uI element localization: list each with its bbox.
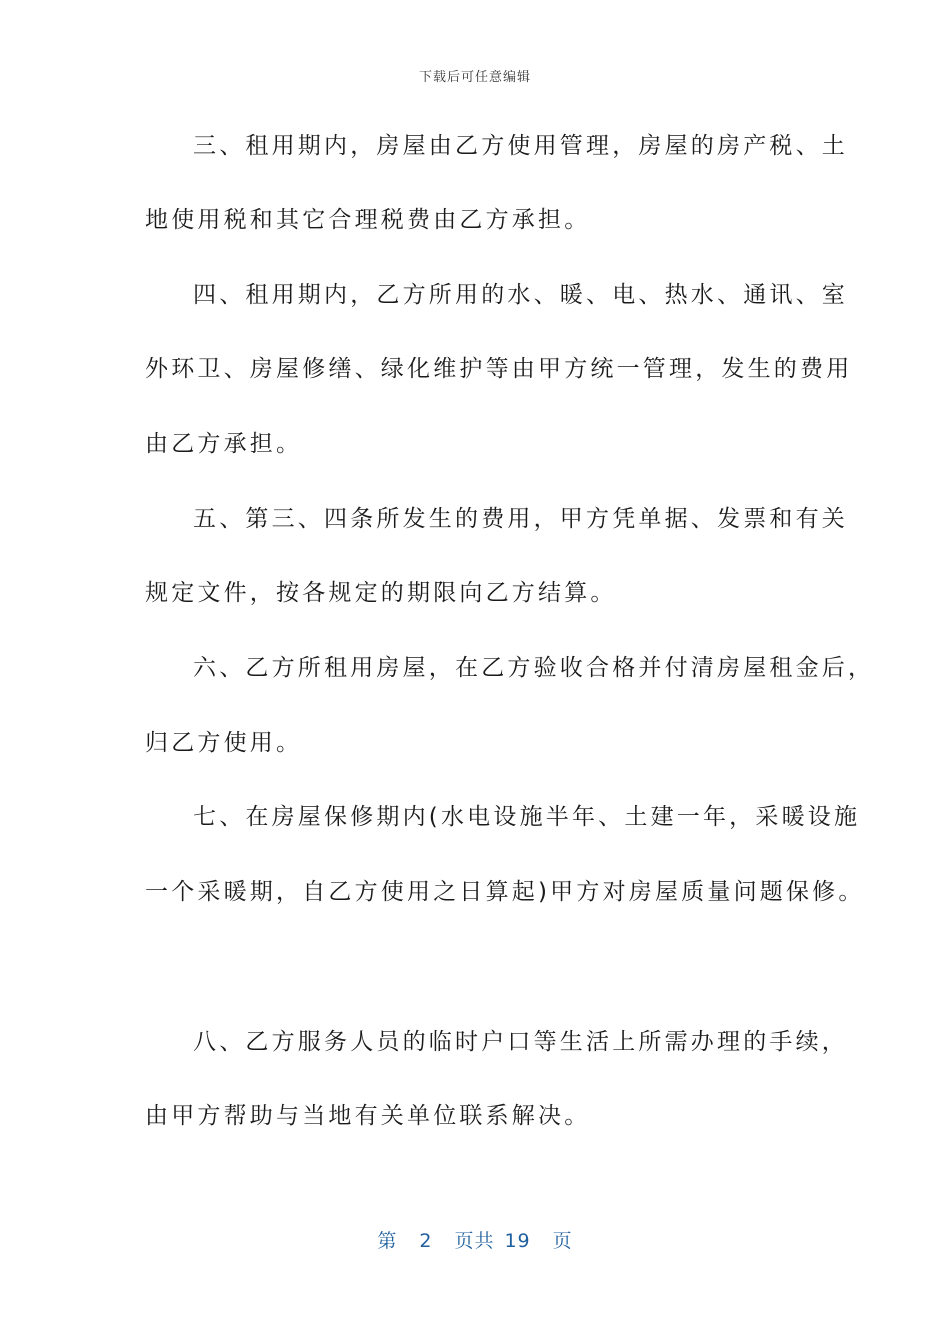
paragraph-6-line-2: 归乙方使用。 — [145, 730, 303, 756]
paragraph-5-line-1: 五、第三、四条所发生的费用，甲方凭单据、发票和有关 — [193, 506, 848, 532]
header-note: 下载后可任意编辑 — [418, 70, 531, 85]
paragraph-3-line-2: 地使用税和其它合理税费由乙方承担。 — [145, 207, 591, 233]
page-footer — [0, 1226, 950, 1253]
paragraph-4-line-3: 由乙方承担。 — [145, 431, 303, 457]
paragraph-8-line-1: 八、乙方服务人员的临时户口等生活上所需办理的手续， — [193, 1029, 848, 1055]
paragraph-4-line-1: 四、租用期内，乙方所用的水、暖、电、热水、通讯、室 — [193, 282, 848, 308]
paragraph-4-line-2: 外环卫、房屋修缮、绿化维护等由甲方统一管理，发生的费用 — [145, 356, 853, 382]
paragraph-7-line-1: 七、在房屋保修期内(水电设施半年、土建一年，采暖设施 — [193, 804, 861, 830]
footer-total-pages: 19 — [504, 1230, 531, 1252]
paragraph-3-line-1: 三、租用期内，房屋由乙方使用管理，房屋的房产税、土 — [193, 133, 848, 159]
paragraph-6-line-1: 六、乙方所租用房屋，在乙方验收合格并付清房屋租金后， — [193, 655, 875, 681]
footer-prefix: 第 — [377, 1230, 398, 1252]
paragraph-8-line-2: 由甲方帮助与当地有关单位联系解决。 — [145, 1103, 591, 1129]
footer-middle: 页共 — [454, 1230, 495, 1252]
footer-current-page: 2 — [419, 1230, 433, 1252]
paragraph-5-line-2: 规定文件，按各规定的期限向乙方结算。 — [145, 580, 617, 606]
paragraph-7-line-2: 一个采暖期，自乙方使用之日算起)甲方对房屋质量问题保修。 — [145, 879, 865, 905]
footer-suffix: 页 — [552, 1230, 573, 1252]
